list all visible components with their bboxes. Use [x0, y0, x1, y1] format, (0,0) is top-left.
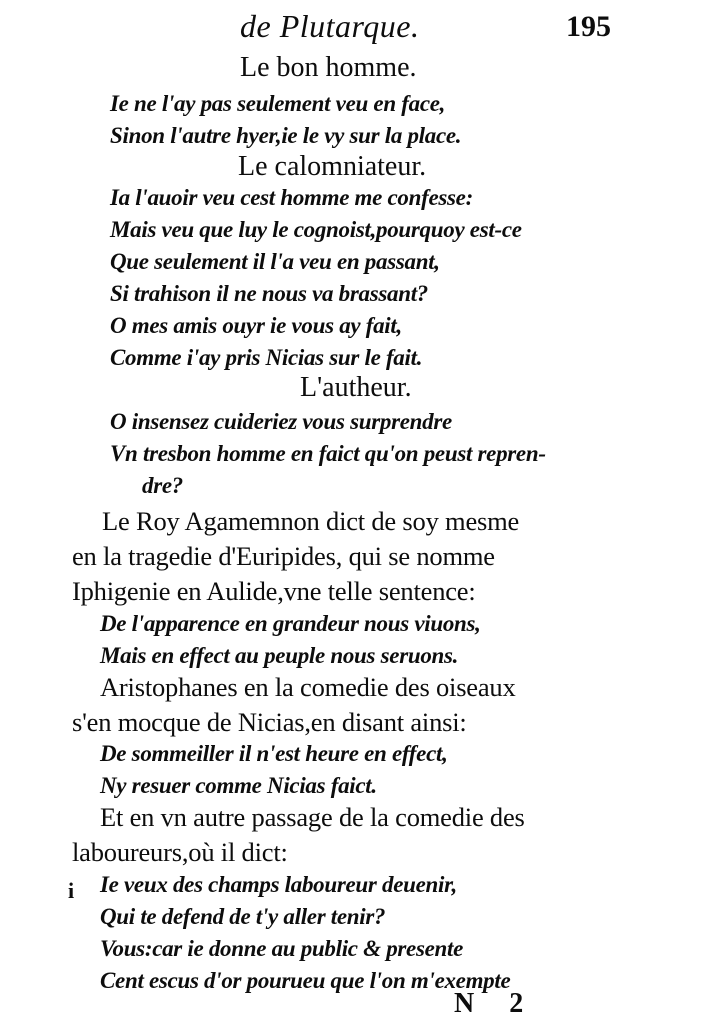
prose-line: s'en mocque de Nicias,en disant ainsi: [72, 707, 467, 737]
verse-line: Vn tresbon homme en faict qu'on peust repren- [110, 441, 546, 466]
verse-line: dre? [142, 473, 183, 498]
verse-line: O insensez cuideriez vous surprendre [110, 409, 452, 434]
prose-line: laboureurs,où il dict: [72, 837, 288, 867]
verse-line: Ia l'auoir veu cest homme me confesse: [110, 185, 473, 210]
page-number: 195 [566, 10, 611, 43]
speaker-heading: Le calomniateur. [238, 151, 427, 182]
verse-line: De l'apparence en grandeur nous viuons, [100, 611, 481, 636]
verse-line: Ny resuer comme Nicias faict. [100, 773, 377, 798]
running-title: de Plutarque. [240, 8, 420, 44]
speaker-heading: L'autheur. [300, 372, 412, 403]
verse-line: Si trahison il ne nous va brassant? [110, 281, 429, 306]
prose-line: Aristophanes en la comedie des oiseaux [100, 672, 516, 702]
prose-line: en la tragedie d'Euripides, qui se nomme [72, 541, 495, 571]
verse-line: De sommeiller il n'est heure en effect, [100, 741, 448, 766]
verse-line: Ie veux des champs laboureur deuenir, [100, 872, 457, 897]
verse-line: Qui te defend de t'y aller tenir? [100, 904, 386, 929]
verse-line: Que seulement il l'a veu en passant, [110, 249, 440, 274]
verse-line: Sinon l'autre hyer,ie le vy sur la place. [110, 123, 462, 148]
verse-line: Vous:car ie donne au public & presente [100, 936, 464, 961]
verse-line: Mais en effect au peuple nous seruons. [100, 643, 459, 668]
signature-mark: N 2 [454, 988, 538, 1019]
verse-line: Cent escus d'or pourueu que l'on m'exempte [100, 968, 511, 993]
verse-line: O mes amis ouyr ie vous ay fait, [110, 313, 402, 338]
page-header [0, 8, 728, 48]
verse-line: Comme i'ay pris Nicias sur le fait. [110, 345, 423, 370]
prose-line: Iphigenie en Aulide,vne telle sentence: [72, 576, 476, 606]
prose-line: Et en vn autre passage de la comedie des [100, 802, 525, 832]
verse-line: Ie ne l'ay pas seulement veu en face, [110, 91, 446, 116]
prose-line: Le Roy Agamemnon dict de soy mesme [102, 506, 520, 536]
verse-line: Mais veu que luy le cognoist,pourquoy est-ce [110, 217, 522, 242]
speaker-heading: Le bon homme. [240, 52, 417, 83]
margin-mark: i [68, 878, 75, 903]
